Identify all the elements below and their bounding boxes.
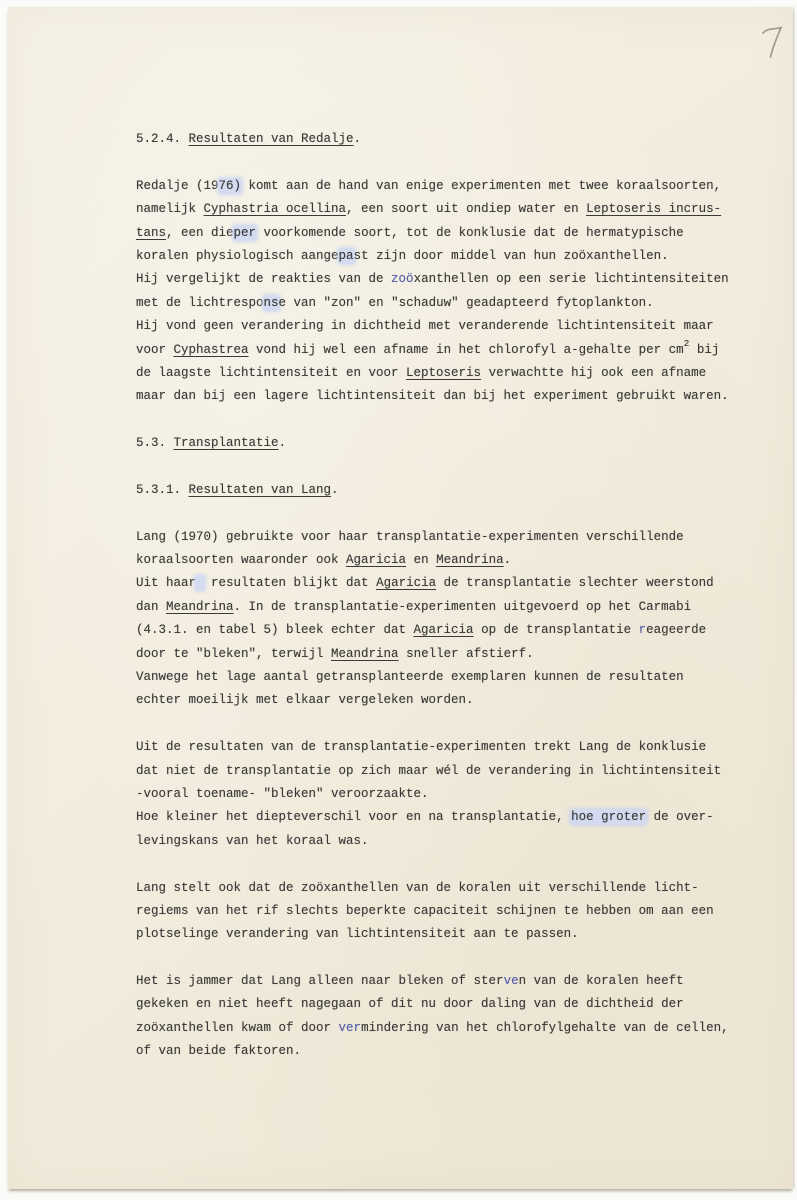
text-line: Vanwege het lage aantal getransplanteerde exemplaren kunnen de resultaten (136, 669, 684, 684)
text-line: of van beide faktoren. (136, 1044, 302, 1059)
text-line: tans, een dieper voorkomende soort, tot de konklusie dat de hermatypische (136, 225, 684, 240)
section-heading: 5.3. Transplantatie. (136, 436, 287, 451)
document-body (136, 128, 761, 1064)
text-line: namelijk Cyphastria ocellina, een soort uit ondiep water en Leptoseris incrus- (136, 202, 722, 217)
text-line: dat niet de transplantatie op zich maar wél de verandering in lichtintensiteit (136, 763, 722, 778)
blank-line (136, 947, 761, 970)
blank-line (136, 502, 761, 525)
handwritten-page-number-7 (760, 23, 786, 61)
text-line: Hij vond geen verandering in dichtheid met veranderende lichtintensiteit maar (136, 319, 714, 334)
text-line: de laagste lichtintensiteit en voor Leptoseris verwachtte hij ook een afname (136, 365, 707, 380)
section-heading: 5.3.1. Resultaten van Lang. (136, 482, 339, 497)
text-line: -vooral toename- "bleken" veroorzaakte. (136, 786, 429, 801)
text-line: met de lichtresponse van "zon" en "schaduw" geadapteerd fytoplankton. (136, 295, 654, 310)
text-line: Redalje (1976) komt aan de hand van enige experimenten met twee koraalsoorten, (136, 178, 722, 193)
text-line: Hoe kleiner het diepteverschil voor en na transplantatie, hoe groter de over- (136, 810, 714, 825)
blank-line (136, 853, 761, 876)
text-line: plotselinge verandering van lichtintensiteit aan te passen. (136, 927, 579, 942)
text-line: Lang stelt ook dat de zoöxanthellen van de koralen uit verschillende licht- (136, 880, 699, 895)
section-heading: 5.2.4. Resultaten van Redalje. (136, 132, 362, 146)
page-number (760, 23, 786, 61)
blank-line (136, 151, 761, 174)
text-line: koralen physiologisch aangepast zijn door middel van hun zoöxanthellen. (136, 248, 669, 263)
text-line: maar dan bij een lagere lichtintensiteit dan bij het experiment gebruikt waren. (136, 389, 729, 404)
text-line: levingskans van het koraal was. (136, 833, 369, 848)
text-line: Lang (1970) gebruikte voor haar transplantatie-experimenten verschillende (136, 529, 684, 544)
text-line: zoöxanthellen kwam of door vermindering van het chlorofylgehalte van de cellen, (136, 1020, 729, 1035)
text-line: Uit de resultaten van de transplantatie-experimenten trekt Lang de konklusie (136, 740, 707, 755)
blank-line (136, 713, 761, 736)
document-page (8, 7, 793, 1189)
blank-line (136, 409, 761, 432)
text-line: Hij vergelijkt de reakties van de zoöxanthellen op een serie lichtintensiteiten (136, 272, 729, 287)
text-line: voor Cyphastrea vond hij wel een afname in het chlorofyl a-gehalte per $cm^2$ bij (136, 338, 720, 357)
text-line: koraalsoorten waaronder ook Agaricia en Meandrina. (136, 553, 512, 568)
text-line: Het is jammer dat Lang alleen naar bleken of sterven van de koralen heeft (136, 974, 684, 989)
text-line: (4.3.1. en tabel 5) bleek echter dat Agaricia op de transplantatie reageerde (136, 623, 707, 638)
text-line: Uit haar resultaten blijkt dat Agaricia de transplantatie slechter weerstond (136, 576, 714, 591)
blank-line (136, 455, 761, 478)
text-line: regiems van het rif slechts beperkte capaciteit schijnen te hebben om aan een (136, 903, 714, 918)
text-line: gekeken en niet heeft nagegaan of dit nu door daling van de dichtheid der (136, 997, 684, 1012)
text-line: door te "bleken", terwijl Meandrina sneller afstierf. (136, 646, 534, 661)
text-line: echter moeilijk met elkaar vergeleken worden. (136, 693, 474, 708)
text-line: dan Meandrina. In de transplantatie-experimenten uitgevoerd op het Carmabi (136, 599, 692, 614)
